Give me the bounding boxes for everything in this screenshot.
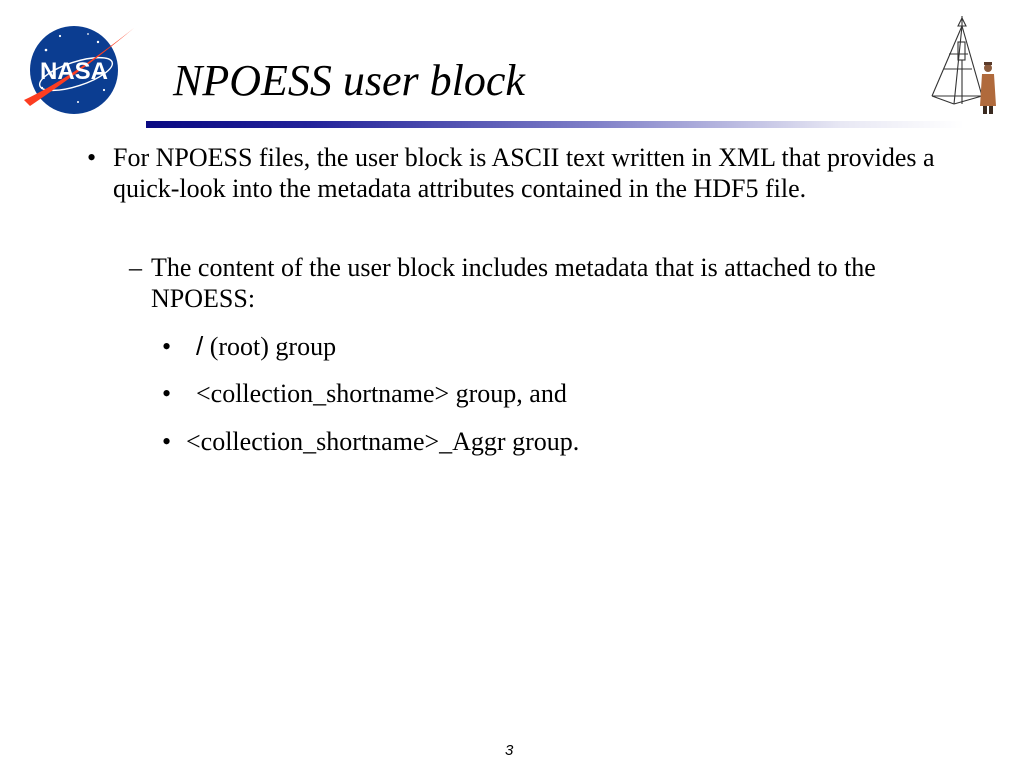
bullet-marker: •	[162, 427, 172, 456]
dash-marker: –	[129, 253, 142, 282]
bullet-text: The content of the user block includes metadata that is attached to the NPOESS:	[151, 253, 876, 313]
bullet-level-3	[162, 378, 862, 409]
bullet-text: For NPOESS files, the user block is ASCII text written in XML that provides a quick-look into the metadata attributes contained in the HDF5 file.	[113, 143, 935, 203]
bullet-level-2	[129, 252, 959, 314]
slash-prefix: /	[196, 331, 204, 361]
bullet-level-1	[87, 142, 967, 204]
bullet-marker: •	[162, 379, 172, 408]
bullet-marker: •	[87, 143, 97, 172]
rocket-illustration-icon	[924, 14, 1004, 118]
title-divider	[146, 121, 964, 128]
page-number: 3	[505, 742, 514, 759]
bullet-marker: •	[162, 332, 172, 361]
bullet-level-3	[162, 331, 862, 362]
bullet-level-3	[162, 426, 862, 457]
nasa-logo-text: NASA	[39, 58, 109, 85]
bullet-text: (root) group	[203, 332, 337, 361]
bullet-text: <collection_shortname> group, and	[196, 379, 567, 408]
bullet-text: <collection_shortname>_Aggr group.	[186, 427, 580, 456]
page-title: NPOESS user block	[173, 56, 525, 105]
nasa-logo-icon	[16, 20, 138, 118]
